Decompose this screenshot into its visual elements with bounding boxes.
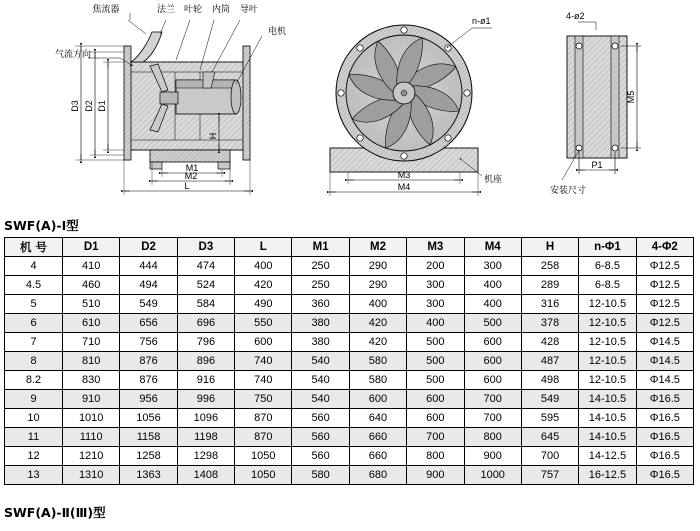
- cell: 870: [235, 409, 292, 428]
- cell: 700: [521, 447, 578, 466]
- cell: 1000: [464, 466, 521, 485]
- dim-d1-label: D1: [97, 100, 107, 112]
- cell: 12-10.5: [579, 352, 636, 371]
- cell: 560: [292, 428, 349, 447]
- cell: 12-10.5: [579, 295, 636, 314]
- cell: Φ16.5: [636, 428, 693, 447]
- cell: 660: [349, 447, 406, 466]
- table-row: [5, 257, 694, 276]
- cell: 870: [235, 428, 292, 447]
- cell: 500: [407, 371, 464, 390]
- label-motor: 电机: [268, 27, 287, 37]
- cell: 420: [349, 333, 406, 352]
- col-header: D2: [120, 238, 177, 257]
- table-title-2: SWF(A)-Ⅱ(Ⅲ)型: [4, 505, 106, 520]
- cell: Φ16.5: [636, 390, 693, 409]
- table-row: [5, 352, 694, 371]
- cell: 1310: [63, 466, 120, 485]
- cell: 830: [63, 371, 120, 390]
- cell: 14-10.5: [579, 428, 636, 447]
- throttle-cone: [131, 32, 162, 62]
- cell: 300: [407, 295, 464, 314]
- cell: 876: [120, 371, 177, 390]
- col-header: M3: [407, 238, 464, 257]
- cell: 1363: [120, 466, 177, 485]
- cell: 900: [464, 447, 521, 466]
- cell: 656: [120, 314, 177, 333]
- cell: 584: [177, 295, 234, 314]
- cell: 360: [292, 295, 349, 314]
- cell: 444: [120, 257, 177, 276]
- cell: 300: [407, 276, 464, 295]
- cell: 487: [521, 352, 578, 371]
- cell: 500: [464, 314, 521, 333]
- cell: 800: [464, 428, 521, 447]
- cell: 1158: [120, 428, 177, 447]
- cell: 16-12.5: [579, 466, 636, 485]
- cell: 524: [177, 276, 234, 295]
- cell: 757: [521, 466, 578, 485]
- col-header: M1: [292, 238, 349, 257]
- cell: 700: [407, 428, 464, 447]
- label-install-size: 安装尺寸: [550, 186, 587, 196]
- cell: 4: [5, 257, 63, 276]
- label-inner-cylinder: 内筒: [211, 5, 231, 15]
- flange-left: [124, 46, 131, 160]
- cell: 956: [120, 390, 177, 409]
- table-row: [5, 371, 694, 390]
- cell: 420: [349, 314, 406, 333]
- base-plate: [150, 150, 230, 162]
- col-header: D3: [177, 238, 234, 257]
- cell: 6-8.5: [579, 276, 636, 295]
- cell: 800: [407, 447, 464, 466]
- cell: 6-8.5: [579, 257, 636, 276]
- cell: 540: [292, 390, 349, 409]
- label-throttle: 焦流器: [92, 5, 120, 15]
- label-guide-vane: 导叶: [239, 5, 259, 15]
- label-flange: 法兰: [156, 5, 176, 15]
- cell: 696: [177, 314, 234, 333]
- cell: 8.2: [5, 371, 63, 390]
- cell: 7: [5, 333, 63, 352]
- cell: 14-10.5: [579, 409, 636, 428]
- cell: 645: [521, 428, 578, 447]
- cell: 500: [407, 352, 464, 371]
- cell: 610: [63, 314, 120, 333]
- cell: 400: [407, 314, 464, 333]
- cell: 600: [464, 352, 521, 371]
- motor-end-cap: [231, 80, 241, 114]
- cell: 600: [407, 390, 464, 409]
- cell: 460: [63, 276, 120, 295]
- mount-rail-right: [611, 36, 619, 158]
- cell: Φ16.5: [636, 466, 693, 485]
- flange-right: [243, 46, 250, 160]
- cell: 600: [235, 333, 292, 352]
- cell: Φ14.5: [636, 333, 693, 352]
- cell: 14-12.5: [579, 447, 636, 466]
- cell: 1096: [177, 409, 234, 428]
- cell: 1258: [120, 447, 177, 466]
- cell: 9: [5, 390, 63, 409]
- cell: 1056: [120, 409, 177, 428]
- cell: 600: [407, 409, 464, 428]
- col-header: H: [521, 238, 578, 257]
- cell: 740: [235, 352, 292, 371]
- cell: 6: [5, 314, 63, 333]
- cell: 996: [177, 390, 234, 409]
- dim-p1-label: P1: [591, 160, 603, 170]
- table-row: [5, 276, 694, 295]
- table-row: [5, 295, 694, 314]
- cell: 490: [235, 295, 292, 314]
- dim-m4-label: M4: [397, 182, 411, 192]
- table-row: [5, 447, 694, 466]
- col-header: n-Φ1: [579, 238, 636, 257]
- cell: 1050: [235, 466, 292, 485]
- cell: 400: [464, 295, 521, 314]
- cell: 510: [63, 295, 120, 314]
- cell: 12-10.5: [579, 314, 636, 333]
- drawing-svg: [0, 0, 700, 212]
- cell: 400: [235, 257, 292, 276]
- cell: 12: [5, 447, 63, 466]
- cell: 250: [292, 257, 349, 276]
- cell: 540: [292, 371, 349, 390]
- dim-4-phi2-label: 4-ø2: [566, 11, 585, 21]
- cell: 600: [464, 333, 521, 352]
- cell: 640: [349, 409, 406, 428]
- cell: 500: [407, 333, 464, 352]
- table-row: [5, 428, 694, 447]
- dim-l-label: L: [184, 181, 190, 191]
- cell: 378: [521, 314, 578, 333]
- cell: 258: [521, 257, 578, 276]
- cell: 4.5: [5, 276, 63, 295]
- cell: 200: [407, 257, 464, 276]
- cell: 13: [5, 466, 63, 485]
- col-header: 4-Φ2: [636, 238, 693, 257]
- cell: 11: [5, 428, 63, 447]
- cell: 560: [292, 409, 349, 428]
- dim-m5-label: M5: [626, 90, 636, 104]
- table-row: [5, 409, 694, 428]
- table-header-row: [5, 238, 694, 257]
- table-title-1: SWF(A)-Ⅰ型: [4, 218, 79, 233]
- cell: 10: [5, 409, 63, 428]
- cell: 12-10.5: [579, 371, 636, 390]
- cell: 700: [464, 409, 521, 428]
- cell: 380: [292, 333, 349, 352]
- cell: Φ12.5: [636, 276, 693, 295]
- cell: 796: [177, 333, 234, 352]
- dim-m2-label: M2: [184, 171, 198, 181]
- cell: Φ16.5: [636, 447, 693, 466]
- cell: Φ12.5: [636, 314, 693, 333]
- cell: 14-10.5: [579, 390, 636, 409]
- cell: 250: [292, 276, 349, 295]
- cell: Φ14.5: [636, 371, 693, 390]
- cell: 580: [349, 371, 406, 390]
- impeller-hub: [160, 92, 178, 104]
- table-row: [5, 333, 694, 352]
- cell: 549: [521, 390, 578, 409]
- cell: 660: [349, 428, 406, 447]
- cell: 580: [349, 352, 406, 371]
- col-header: L: [235, 238, 292, 257]
- cell: 8: [5, 352, 63, 371]
- cell: 400: [464, 276, 521, 295]
- cell: 12-10.5: [579, 333, 636, 352]
- cell: 1050: [235, 447, 292, 466]
- cell: 410: [63, 257, 120, 276]
- label-base: 机座: [484, 175, 503, 185]
- cell: 910: [63, 390, 120, 409]
- cell: 380: [292, 314, 349, 333]
- table-row: [5, 314, 694, 333]
- col-header: 机 号: [5, 238, 63, 257]
- cell: 290: [349, 257, 406, 276]
- cell: 710: [63, 333, 120, 352]
- cell: 290: [349, 276, 406, 295]
- cell: 750: [235, 390, 292, 409]
- table-row: [5, 390, 694, 409]
- cell: 700: [464, 390, 521, 409]
- dim-m1-label: M1: [185, 163, 199, 173]
- cell: 810: [63, 352, 120, 371]
- mount-rail-left: [575, 36, 583, 158]
- cell: 494: [120, 276, 177, 295]
- cell: 289: [521, 276, 578, 295]
- technical-drawing: [0, 0, 700, 212]
- cell: 916: [177, 371, 234, 390]
- dim-d2-label: D2: [84, 100, 94, 112]
- cell: 498: [521, 371, 578, 390]
- col-header: M2: [349, 238, 406, 257]
- cell: Φ12.5: [636, 257, 693, 276]
- cell: 900: [407, 466, 464, 485]
- cell: 400: [349, 295, 406, 314]
- cell: 740: [235, 371, 292, 390]
- col-header: M4: [464, 238, 521, 257]
- cell: 896: [177, 352, 234, 371]
- cell: 680: [349, 466, 406, 485]
- cell: 300: [464, 257, 521, 276]
- cell: 474: [177, 257, 234, 276]
- label-impeller: 叶轮: [183, 5, 203, 15]
- cell: 600: [349, 390, 406, 409]
- cell: Φ16.5: [636, 409, 693, 428]
- cell: 5: [5, 295, 63, 314]
- dim-n-phi1-label: n-ø1: [472, 16, 491, 26]
- cell: 876: [120, 352, 177, 371]
- cell: 1210: [63, 447, 120, 466]
- dim-d3-label: D3: [70, 100, 80, 112]
- label-airflow-direction: 气流方向: [55, 50, 92, 60]
- cell: 756: [120, 333, 177, 352]
- cell: 580: [292, 466, 349, 485]
- foot-right: [218, 162, 230, 169]
- cell: 595: [521, 409, 578, 428]
- cell: 550: [235, 314, 292, 333]
- dim-m3-label: M3: [397, 170, 411, 180]
- cell: 1198: [177, 428, 234, 447]
- cell: 428: [521, 333, 578, 352]
- col-header: D1: [63, 238, 120, 257]
- cell: 549: [120, 295, 177, 314]
- spec-table-1: [4, 237, 694, 485]
- cell: 316: [521, 295, 578, 314]
- cell: 1408: [177, 466, 234, 485]
- cell: Φ14.5: [636, 352, 693, 371]
- cell: 540: [292, 352, 349, 371]
- cell: 600: [464, 371, 521, 390]
- cell: Φ12.5: [636, 295, 693, 314]
- cell: 1110: [63, 428, 120, 447]
- cell: 560: [292, 447, 349, 466]
- cell: 1298: [177, 447, 234, 466]
- cell: 1010: [63, 409, 120, 428]
- dim-h-label: H: [208, 132, 218, 140]
- cell: 420: [235, 276, 292, 295]
- table-row: [5, 466, 694, 485]
